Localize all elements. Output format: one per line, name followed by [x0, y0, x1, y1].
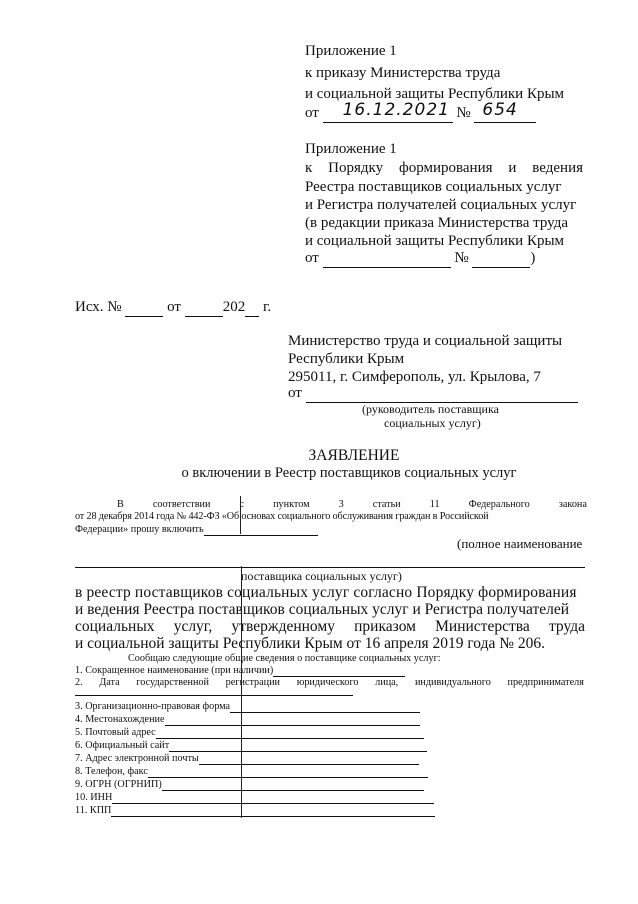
word: Федерального	[468, 499, 530, 510]
scan-artifact-line	[241, 566, 242, 818]
item-label: 7. Адрес электронной почты	[75, 753, 199, 764]
addressee-line3: 295011, г. Симферополь, ул. Крылова, 7	[288, 369, 541, 385]
item-3	[75, 700, 420, 713]
outgoing-label: Исх. №	[75, 299, 122, 315]
item-6	[75, 739, 427, 752]
item-label: 9. ОГРН (ОГРНИП)	[75, 779, 162, 790]
from-label: от	[305, 105, 319, 121]
body-line3-text: Федерации» прошу включить	[75, 524, 204, 535]
word: государственной	[136, 677, 209, 688]
word: социальных	[75, 618, 155, 635]
number-label: №	[456, 105, 471, 121]
word: 11	[429, 499, 440, 510]
item-1-label: 1. Сокращенное наименование (при наличии)	[75, 665, 274, 676]
word: Дата	[99, 677, 120, 688]
word: индивидуального	[414, 677, 491, 688]
item-11	[75, 804, 435, 817]
word: статьи	[372, 499, 401, 510]
item-label: 6. Официальный сайт	[75, 740, 170, 751]
addressee-from-row	[288, 384, 578, 403]
appendix2-line5: (в редакции приказа Министерства труда	[305, 215, 568, 231]
word: В	[117, 499, 124, 510]
item-label: 3. Организационно-правовая форма	[75, 701, 231, 712]
item-line[interactable]	[156, 728, 424, 739]
para-line2: и ведения Реестра поставщиков социальных услуг и Регистра получателей	[75, 601, 570, 618]
from-label: от	[167, 299, 181, 315]
item-line[interactable]	[111, 806, 435, 817]
word: с	[239, 499, 245, 510]
item-label: 8. Телефон, факс	[75, 766, 148, 777]
item-line[interactable]	[162, 780, 424, 791]
word: лица,	[375, 677, 399, 688]
close-paren: )	[530, 250, 536, 266]
word: ведения	[532, 160, 583, 176]
item-line[interactable]	[148, 767, 428, 778]
word: юридического	[296, 677, 359, 688]
appendix1-title: Приложение 1	[305, 43, 397, 59]
word: соответствии	[152, 499, 211, 510]
appendix2-line4: и Регистра получателей социальных услуг	[305, 197, 577, 213]
para-line4: и социальной защиты Республики Крым от 16 апреля 2019 года № 206.	[75, 635, 546, 652]
handwritten-date: 16.12.2021	[342, 100, 450, 120]
word: труда	[548, 618, 585, 635]
full-name-caption: (полное наименование	[457, 536, 583, 551]
outgoing-date-line[interactable]	[185, 301, 223, 317]
word: Порядку	[328, 160, 384, 176]
item-9	[75, 778, 424, 791]
addressee-caption1: (руководитель поставщика	[362, 402, 499, 416]
item-4	[75, 713, 420, 726]
number-line	[474, 100, 536, 123]
provider-caption: поставщика социальных услуг)	[241, 569, 402, 583]
item-line[interactable]	[169, 741, 427, 752]
word: пунктом	[273, 499, 310, 510]
para-line1: в реестр поставщиков социальных услуг согласно Порядку формирования	[75, 584, 577, 601]
outgoing-number-line[interactable]	[125, 301, 163, 317]
word: формирования	[399, 160, 493, 176]
date-line	[323, 100, 453, 123]
from-line[interactable]	[306, 387, 578, 403]
date-line[interactable]	[323, 252, 451, 268]
info-intro: Сообщаю следующие общие сведения о поставщике социальных услуг:	[128, 653, 441, 664]
appendix1-date-row	[305, 100, 536, 123]
appendix1-line3: и социальной защиты Республики Крым	[305, 86, 565, 102]
addressee-line1: Министерство труда и социальной защиты	[288, 333, 563, 349]
appendix2-line2	[305, 159, 583, 178]
word: приказом	[354, 618, 416, 635]
provider-name-continuation-line[interactable]	[75, 567, 585, 568]
appendix2-line6: и социальной защиты Республики Крым	[305, 233, 565, 249]
appendix2-line3: Реестра поставщиков социальных услуг	[305, 179, 562, 195]
appendix1-line2: к приказу Министерства труда	[305, 65, 501, 81]
word: закона	[558, 499, 587, 510]
item-7	[75, 752, 419, 765]
word: предпринимателя	[507, 677, 584, 688]
word: 2.	[75, 677, 83, 688]
handwritten-number: 654	[482, 100, 518, 120]
item-label: 5. Почтовый адрес	[75, 727, 156, 738]
item-line[interactable]	[230, 702, 420, 713]
word: к	[305, 160, 313, 176]
number-label: №	[454, 250, 469, 266]
word: регистрации	[225, 677, 280, 688]
item-8	[75, 765, 428, 778]
appendix2-title: Приложение 1	[305, 141, 397, 157]
item-10	[75, 791, 434, 804]
statement-title: ЗАЯВЛЕНИЕ	[308, 447, 400, 464]
appendix2-date-row	[305, 249, 535, 268]
outgoing-row	[75, 298, 271, 317]
item-line[interactable]	[112, 793, 434, 804]
item-line[interactable]	[165, 715, 420, 726]
addressee-caption2: социальных услуг)	[384, 416, 481, 430]
year-line[interactable]	[245, 301, 259, 317]
item-2	[75, 676, 584, 689]
statement-subtitle: о включении в Реестр поставщиков социальных услуг	[181, 465, 517, 481]
word: утвержденному	[231, 618, 335, 635]
word: услуг,	[173, 618, 213, 635]
item-5	[75, 726, 424, 739]
item-line[interactable]	[199, 754, 419, 765]
item-label: 4. Местонахождение	[75, 714, 165, 725]
item-label: 11. КПП	[75, 805, 112, 816]
body-line2: от 28 декабря 2014 года № 442-ФЗ «Об основах социального обслуживания граждан в Российской	[75, 511, 489, 522]
from-label: от	[288, 385, 302, 401]
year-prefix: 202	[222, 299, 246, 315]
addressee-line2: Республики Крым	[288, 351, 405, 367]
word: Министерства	[435, 618, 530, 635]
item-2-line[interactable]	[75, 695, 353, 696]
item-label: 10. ИНН	[75, 792, 113, 803]
provider-name-line[interactable]	[204, 524, 318, 536]
from-label: от	[305, 250, 319, 266]
body-line3	[75, 523, 318, 536]
scan-artifact-line	[240, 496, 241, 534]
number-line[interactable]	[472, 252, 530, 268]
year-suffix: г.	[262, 299, 272, 315]
word: и	[508, 160, 517, 176]
word: 3	[338, 499, 344, 510]
